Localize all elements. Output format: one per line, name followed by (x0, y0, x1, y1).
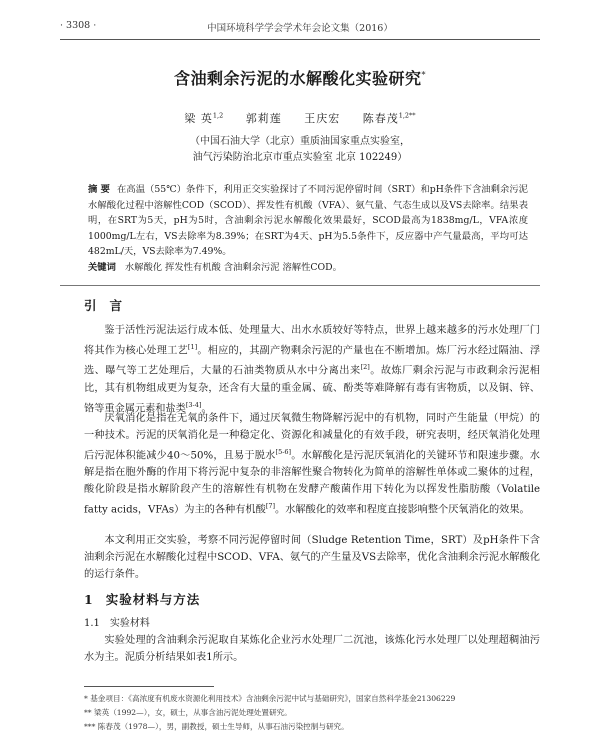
paragraph-text: 实验处理的含油剩余污泥取自某炼化企业污水处理厂二沉池，该炼化污水处理厂以处理超稠油污水为主。泥质分析结果如表1所示。 (84, 635, 540, 663)
paragraph-text: 本文利用正交实验，考察不同污泥停留时间（Sludge Retention Time，SRT）及pH条件下含油剩余污泥在水解酸化过程中SCOD、VFA、氨气的产生量及VS去除率，优化含油剩余污泥水解酸化的运行条件。 (84, 535, 540, 580)
affiliation-line: 油气污染防治北京市重点实验室 北京 102249） (192, 152, 408, 163)
page-number: · 3308 · (60, 20, 97, 31)
author-list (60, 110, 540, 126)
citation: [1] (187, 343, 198, 351)
paragraph-text: 。水解酸化的效率和程度直接影响整个厌氧消化的效果。 (275, 504, 530, 516)
section-title: 言 (109, 298, 124, 313)
author-name: 梁 英 (184, 112, 213, 125)
footnotes (84, 692, 540, 734)
body-paragraph (84, 322, 540, 417)
body-paragraph (84, 532, 540, 583)
footnote: ** 梁英（1992—），女，硕士，从事含油污泥处理处置研究。 (84, 708, 292, 717)
subsection-number: 1.1 (84, 618, 100, 629)
abstract-rule (60, 285, 540, 286)
footnote-rule (84, 686, 214, 687)
section-number: 1 (84, 592, 94, 607)
affiliation (60, 134, 540, 166)
section-heading-intro (84, 296, 123, 314)
paragraph-text: 厌氧消化是指在无氧的条件下，通过厌氧微生物降解污泥中的有机物，同时产生能量（甲烷）的一种技术。污泥的厌氧消化是一种稳定化、资源化和减量化的有效手段，研究表明，经厌氧消化处理后污泥体积能减少40～50%，且易于脱水 (84, 413, 540, 462)
author-name: 郭莉莲 (245, 112, 282, 125)
subsection-heading (84, 614, 150, 629)
citation: [7] (265, 502, 276, 511)
author-mark: 1,2 (212, 111, 224, 120)
paragraph-text: 。水解酸化是污泥厌氧消化的关键环节和限速步骤。水解是指在胞外酶的作用下将污泥中复杂的非溶解性聚合物转化为简单的溶解性单体或二聚体的过程，酸化阶段是指水解阶段产生的溶解性有机物在发酵产酸菌作用下转化为以挥发性脂肪酸（Volatile fatty acids，VFAs）为主的各种有机酸 (84, 450, 540, 516)
title-footnote-mark: * (421, 70, 426, 80)
author-name: 王庆宏 (304, 112, 341, 125)
affiliation-line: （中国石油大学（北京）重质油国家重点实验室， (190, 136, 410, 147)
section-title: 实验材料与方法 (105, 592, 201, 607)
footnote: *** 陈春茂（1978—），男，副教授，硕士生导师，从事石油污染控制与研究。 (84, 722, 349, 731)
author-name: 陈春茂 (362, 112, 399, 125)
keywords (88, 260, 528, 275)
paper-title (60, 66, 540, 89)
body-paragraph (84, 632, 540, 666)
paragraph-text: 。故炼厂剩余污泥与市政剩余污泥相比，其有机物组成更为复杂，还含有大量的重金属、硫、酚类等难降解有毒有害物质，以及铜、锌、铬等重金属元素和盐类 (84, 365, 540, 415)
abstract-text: 在高温（55℃）条件下，利用正交实验探讨了不同污泥停留时间（SRT）和pH条件下含油剩余污泥水解酸化过程中溶解性COD（SCOD）、挥发性有机酸（VFA）、氨气量、气态生成以及VS去除率。结果表明，在SRT为5天，pH为5时，含油剩余污泥水解酸化效果最好，SCOD最高为1838mg/L，VFA浓度1000mg/L左右，VS去除率为8.39%；在SRT为4天、pH为5.5条件下，反应器中产气量最高，平均可达482mL/天，VS去除率为7.49%。 (88, 184, 528, 258)
keywords-label: 关键词 (88, 262, 116, 273)
paper-title-text: 含油剩余污泥的水解酸化实验研究 (173, 69, 422, 88)
citation: [2] (360, 363, 370, 372)
paragraph-text: 鉴于活性污泥法运行成本低、处理量大、出水水质较好等特点，世界上越来越多的污水处理厂门将其作为核心处理工艺 (84, 325, 540, 357)
citation: [3-4] (185, 400, 202, 409)
body-paragraph (84, 410, 540, 519)
journal-name: 中国环境科学学会学术年会论文集（2016） (207, 23, 393, 34)
subsection-title: 实验材料 (109, 618, 150, 629)
abstract (88, 182, 528, 260)
running-header (60, 20, 540, 38)
section-heading-methods (84, 590, 200, 608)
paragraph-text: 。 (201, 403, 212, 415)
abstract-label: 摘 要 (88, 184, 110, 195)
section-number: 引 (84, 298, 98, 313)
citation: [5-6] (275, 448, 292, 456)
keywords-text: 水解酸化 挥发性有机酸 含油剩余污泥 溶解性COD。 (124, 262, 342, 273)
footnote: * 基金项目：《高浓度有机废水资源化利用技术》含油剩余污泥中试与基础研究》，国家自然科学基金21306229 (84, 694, 456, 703)
header-rule (60, 39, 540, 40)
author-mark: 1,2** (398, 111, 416, 120)
paragraph-text: 。相应的，其副产物剩余污泥的产量也在不断增加。炼厂污水经过隔油、浮选、曝气等工艺处理后，大量的石油类物质从水中分离出来 (84, 345, 541, 377)
